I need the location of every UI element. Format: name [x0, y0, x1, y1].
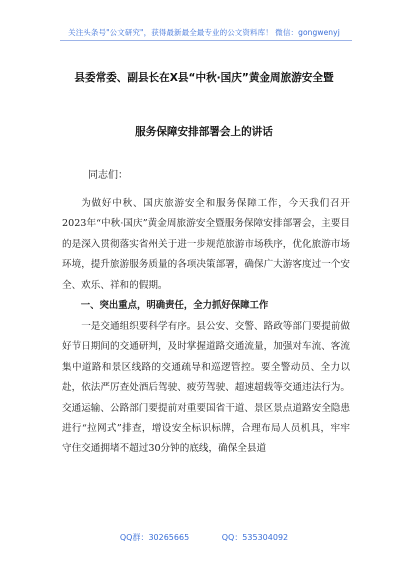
document-title-line-2: 服务保障安排部署会上的讲话: [135, 126, 273, 138]
header-divider: [60, 40, 352, 41]
document-body: [62, 194, 350, 460]
footer-contact: [0, 532, 408, 543]
document-title-line-1: 县委常委、副县长在X县“中秋·国庆”黄金周旅游安全暨: [74, 72, 334, 84]
salutation: 同志们：: [88, 170, 128, 181]
header-banner: 关注头条号"公文研究"，获得最新最全最专业的公文资料库！ 微信：gongwenyj: [68, 28, 340, 37]
paragraph-intro: 为做好中秋、国庆旅游安全和服务保障工作，今天我们召开2023年“中秋·国庆”黄金周旅游安全暨服务保障安排部署会，主要目的是深入贯彻落实省州关于进一步规范旅游市场秩序，优化旅游市场环境，提升旅游服务质量的各项决策部署，确保广大游客度过一个安全、欢乐、祥和的假期。: [62, 198, 350, 291]
section-heading-1: 一、突出重点，明确责任，全力抓好保障工作: [80, 300, 269, 312]
footer-qq-group: QQ群：30265665: [119, 533, 190, 542]
paragraph-traffic: 一是交通组织要科学有序。县公安、交警、路政等部门要提前做好节日期间的交通研判，及时掌握道路交通流量，加强对车流、客流集中道路和景区线路的交通疏导和巡逻管控。要全警动员、全力以赴，依法严厉查处酒后驾驶、疲劳驾驶、超速超载等交通违法行为。交通运输、公路部门要提前对重要国省干道、景区景点道路安全隐患进行“拉网式”排查，增设安全标识标牌，合理布局人员机具，牢牢守住交通拥堵不超过30分钟的底线，确保全县道: [62, 320, 350, 455]
footer-qq: QQ：535304092: [221, 533, 289, 542]
